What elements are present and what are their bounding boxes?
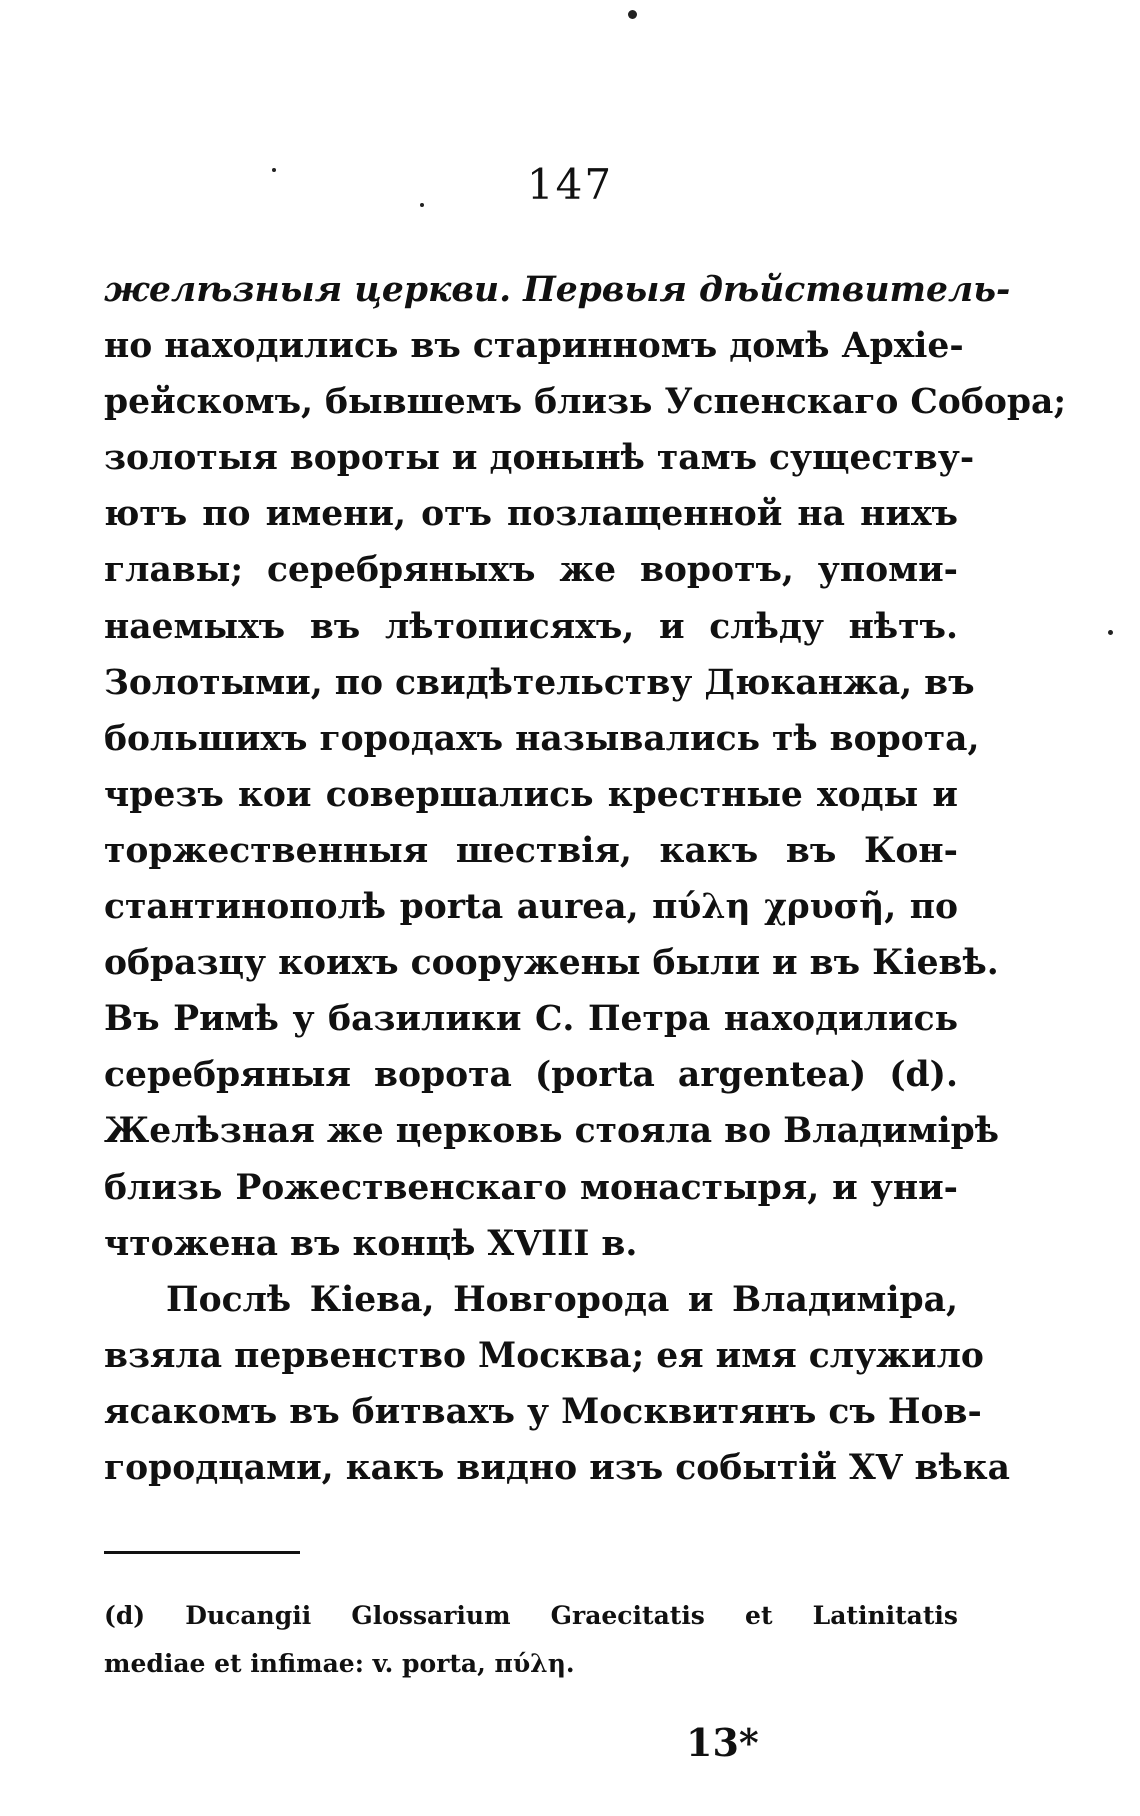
text-line: Послѣ Кіева, Новгорода и Владиміра, <box>166 1279 958 1320</box>
text-line: Золотыми, по свидѣтельству Дюканжа, въ <box>104 662 975 703</box>
text-line: взяла первенство Москва; ея имя служило <box>104 1335 984 1376</box>
text-line: рейскомъ, бывшемъ близь Успенскаго Собора; <box>104 382 1067 423</box>
text-line: золотыя вороты и донынѣ тамъ существу- <box>104 438 975 479</box>
text-line: городцами, какъ видно изъ событій XV вѣка <box>104 1447 1011 1488</box>
footnote-line: mediae et infimae: v. porta, πύλη. <box>104 1649 575 1678</box>
print-speck <box>1108 630 1113 635</box>
body-text <box>104 262 1067 1496</box>
text-line: Желѣзная же церковь стояла во Владимірѣ <box>104 1111 1000 1152</box>
text-line: большихъ городахъ назывались тѣ ворота, <box>104 718 980 759</box>
text-line <box>104 262 1011 318</box>
text-line: близь Рожественскаго монастыря, и уни- <box>104 1167 958 1208</box>
footnote-rule <box>104 1551 300 1554</box>
text-line: торжественныя шествія, какъ въ Кон- <box>104 830 958 871</box>
footnote-line: (d) Ducangii Glossarium Graecitatis et Latinitatis <box>104 1601 958 1630</box>
text-line: стантинополѣ porta aurea, πύλη χρυσῆ, по <box>104 887 958 928</box>
print-speck <box>628 10 637 19</box>
footnote <box>104 1592 958 1688</box>
text-line: но находились въ старинномъ домѣ Архіе- <box>104 326 964 367</box>
text-line: желѣзныя церкви. Первыя дѣйствитель- <box>104 270 1011 310</box>
text-line: ясакомъ въ битвахъ у Москвитянъ съ Нов- <box>104 1391 982 1432</box>
text-line: чрезъ кои совершались крестные ходы и <box>104 774 958 815</box>
signature-mark: 13* <box>686 1720 759 1765</box>
text-line: главы; серебряныхъ же воротъ, упоми- <box>104 550 958 591</box>
text-line: ютъ по имени, отъ позлащенной на нихъ <box>104 494 958 535</box>
text-line: образцу коихъ сооружены были и въ Кіевѣ. <box>104 943 999 984</box>
text-line: чтожена въ концѣ XVIII в. <box>104 1223 638 1264</box>
text-line: наемыхъ въ лѣтописяхъ, и слѣду нѣтъ. <box>104 606 958 647</box>
page-number: 147 <box>526 160 614 209</box>
text-line: Въ Римѣ у базилики С. Петра находились <box>104 999 958 1040</box>
text-line: серебряныя ворота (porta argentea) (d). <box>104 1055 958 1096</box>
